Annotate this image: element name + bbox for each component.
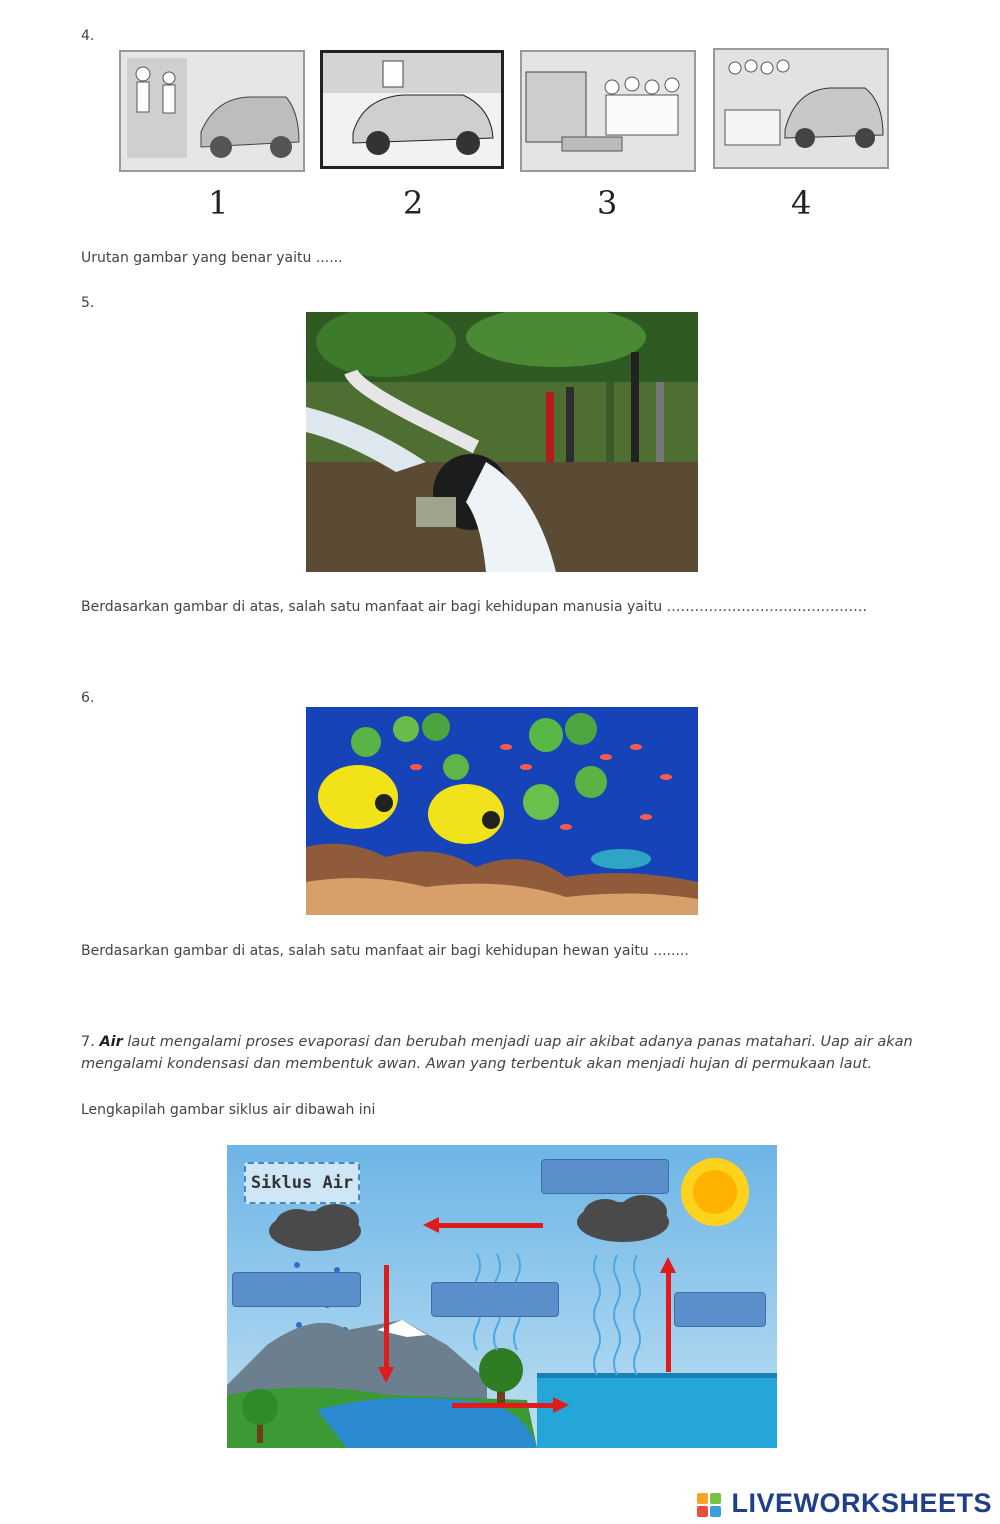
question-7-instruction: Lengkapilah gambar siklus air dibawah ini [81,1102,376,1118]
answer-box-top[interactable] [541,1159,669,1194]
diagram-title: Siklus Air [244,1162,360,1204]
panel-label-1: 1 [208,184,229,222]
question-5-text: Berdasarkan gambar di atas, salah satu manfaat air bagi kehidupan manusia yaitu ……………………………………. [81,599,867,615]
panel-label-2: 2 [403,184,424,222]
question-6-text: Berdasarkan gambar di atas, salah satu manfaat air bagi kehidupan hewan yaitu ........ [81,943,689,959]
comic-panel-3 [520,50,696,172]
question-4-number: 4. [81,28,95,44]
question-4-text: Urutan gambar yang benar yaitu ...... [81,250,343,266]
question-5-number: 5. [81,295,95,311]
water-turbine-photo [306,312,698,572]
answer-box-middle[interactable] [431,1282,559,1317]
question-6-number: 6. [81,690,95,706]
liveworksheets-logo-icon [697,1493,721,1517]
comic-panel-2 [320,50,504,169]
panel-label-3: 3 [597,184,618,222]
question-7-text: laut mengalami proses evaporasi dan berubah menjadi uap air akibat adanya panas matahari. Uap air akan mengalami kondensasi dan membentuk awan. Awan yang terbentuk akan menjadi hujan di permukaan laut. [81,1034,913,1072]
scene-accident-crowd-illustration [715,50,887,167]
scene-car-driving-illustration [323,53,501,166]
answer-box-right[interactable] [674,1292,766,1327]
sun-icon [681,1158,749,1226]
question-7-bold-word: Air [99,1034,123,1050]
water-cycle-diagram [227,1145,777,1448]
answer-box-left[interactable] [232,1272,361,1307]
question-7-paragraph [81,1031,941,1075]
reef-fish-scene-illustration [306,707,698,915]
scene-car-children-illustration [121,52,303,170]
scene-helping-victim-illustration [522,52,694,170]
coral-reef-fish-photo [306,707,698,915]
comic-panel-4 [713,48,889,169]
panel-label-4: 4 [791,184,812,222]
microhydro-scene-illustration [306,312,698,572]
question-7-number: 7. [81,1034,95,1050]
comic-panel-1 [119,50,305,172]
liveworksheets-brand[interactable]: LIVEWORKSHEETS [731,1488,992,1518]
